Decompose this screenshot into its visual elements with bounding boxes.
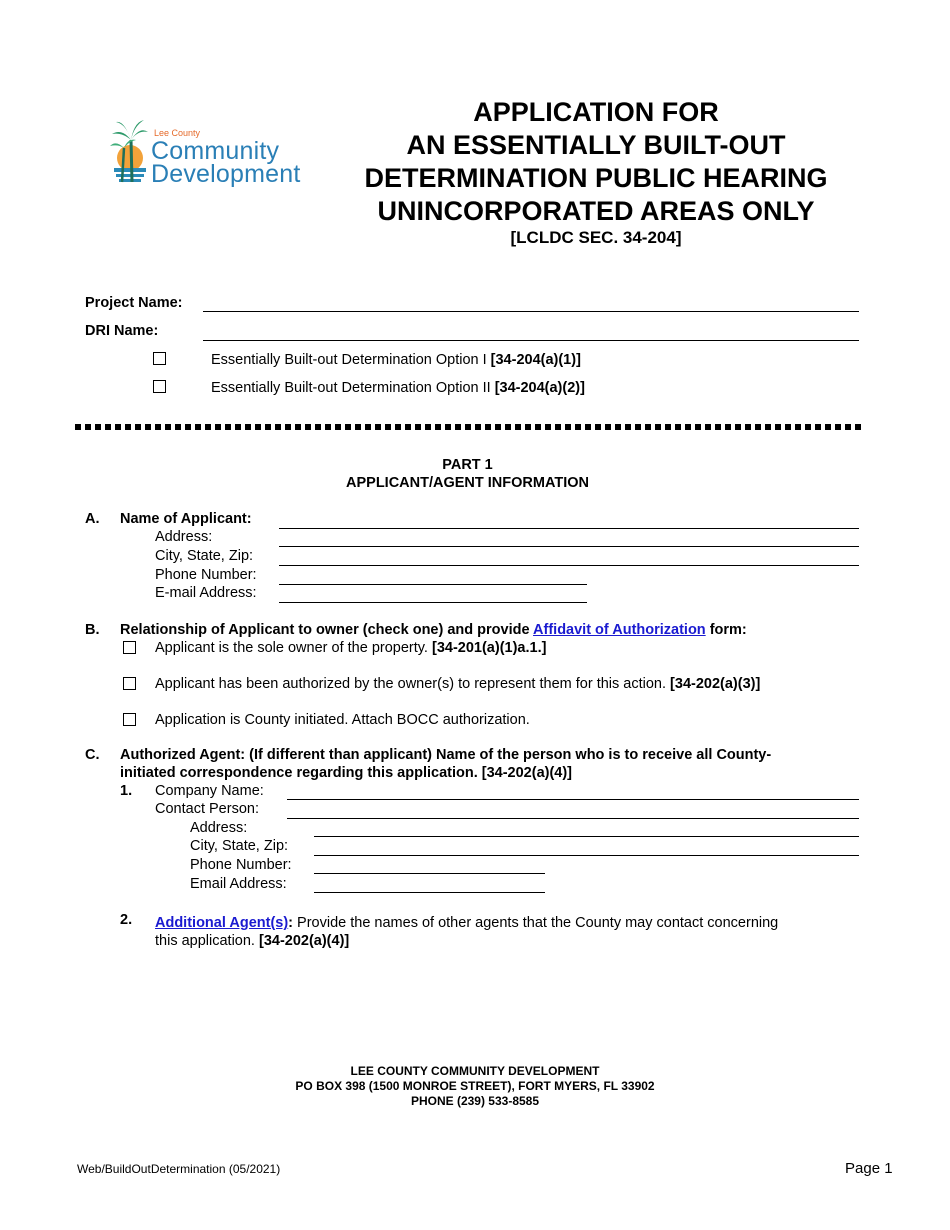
agent-heading-line-2: initiated correspondence regarding this application. [34-202(a)(4)] — [120, 765, 573, 781]
county-initiated-checkbox[interactable] — [123, 713, 136, 726]
relationship-heading: Relationship of Applicant to owner (check one) and provide Affidavit of Authorization form: — [120, 622, 747, 638]
part-title: PART 1 — [442, 457, 493, 473]
applicant-city-label: City, State, Zip: — [155, 548, 254, 564]
additional-agents-line-2: this application. [34-202(a)(4)] — [155, 933, 350, 949]
form-id: Web/BuildOutDetermination (05/2021) — [77, 1162, 281, 1176]
option-i-checkbox[interactable] — [153, 352, 166, 365]
project-name-field[interactable] — [203, 311, 859, 312]
agent-email-label: Email Address: — [190, 876, 287, 892]
sole-owner-label: Applicant is the sole owner of the property. [34-201(a)(1)a.1.] — [155, 640, 547, 656]
footer-phone: PHONE (239) 533-8585 — [410, 1094, 540, 1108]
item-1-number: 1. — [120, 783, 133, 799]
agent-phone-label: Phone Number: — [190, 857, 292, 873]
footer-org: LEE COUNTY COMMUNITY DEVELOPMENT — [350, 1064, 600, 1078]
logo-county-text: Lee County — [154, 128, 201, 138]
option-i-label: Essentially Built-out Determination Option I [34-204(a)(1)] — [211, 352, 581, 368]
title-line-2: AN ESSENTIALLY BUILT-OUT — [406, 130, 786, 160]
agent-address-field[interactable] — [314, 836, 859, 837]
code-reference: [LCLDC SEC. 34-204] — [510, 228, 682, 247]
applicant-address-label: Address: — [155, 529, 213, 545]
agent-phone-field[interactable] — [314, 873, 545, 874]
authorized-checkbox[interactable] — [123, 677, 136, 690]
additional-agents-link[interactable]: Additional Agent(s) — [155, 915, 289, 931]
contact-person-field[interactable] — [287, 818, 859, 819]
footer-address: PO BOX 398 (1500 MONROE STREET), FORT MYERS, FL 33902 — [295, 1079, 655, 1093]
page-number: Page 1 — [845, 1160, 893, 1177]
dri-name-field[interactable] — [203, 340, 859, 341]
section-b-letter: B. — [85, 622, 100, 638]
applicant-address-field[interactable] — [279, 546, 859, 547]
county-initiated-label: Application is County initiated. Attach BOCC authorization. — [155, 712, 530, 728]
applicant-name-field[interactable] — [279, 528, 859, 529]
section-c-letter: C. — [85, 747, 100, 763]
applicant-email-label: E-mail Address: — [155, 585, 257, 601]
applicant-phone-label: Phone Number: — [155, 567, 257, 583]
additional-agents-line-1: Additional Agent(s): Provide the names of other agents that the County may contact concerning — [155, 915, 779, 931]
authorized-label: Applicant has been authorized by the owner(s) to represent them for this action. [34-202(a)(3)] — [155, 676, 761, 692]
option-ii-label: Essentially Built-out Determination Option II [34-204(a)(2)] — [211, 380, 585, 396]
agent-heading-line-1: Authorized Agent: (If different than applicant) Name of the person who is to receive all County- — [120, 747, 772, 763]
company-name-label: Company Name: — [155, 783, 264, 799]
agent-city-field[interactable] — [314, 855, 859, 856]
item-2-number: 2. — [120, 912, 133, 928]
contact-person-label: Contact Person: — [155, 801, 259, 817]
sole-owner-checkbox[interactable] — [123, 641, 136, 654]
palm-tree-logo-icon — [110, 118, 150, 186]
agent-email-field[interactable] — [314, 892, 545, 893]
title-line-4: UNINCORPORATED AREAS ONLY — [377, 196, 815, 226]
title-line-3: DETERMINATION PUBLIC HEARING — [364, 163, 828, 193]
applicant-phone-field[interactable] — [279, 584, 587, 585]
logo-community-text: Community — [151, 137, 280, 165]
company-name-field[interactable] — [287, 799, 859, 800]
section-divider — [75, 424, 862, 430]
agent-city-label: City, State, Zip: — [190, 838, 289, 854]
option-ii-checkbox[interactable] — [153, 380, 166, 393]
applicant-city-field[interactable] — [279, 565, 859, 566]
applicant-email-field[interactable] — [279, 602, 587, 603]
project-name-label: Project Name: — [85, 295, 183, 311]
logo-development-text: Development — [151, 160, 301, 188]
dri-name-label: DRI Name: — [85, 323, 159, 339]
affidavit-link[interactable]: Affidavit of Authorization — [533, 622, 706, 638]
agent-address-label: Address: — [190, 820, 248, 836]
part-subtitle: APPLICANT/AGENT INFORMATION — [346, 475, 589, 491]
title-line-1: APPLICATION FOR — [473, 97, 719, 127]
applicant-name-label: Name of Applicant: — [120, 511, 252, 527]
section-a-letter: A. — [85, 511, 100, 527]
